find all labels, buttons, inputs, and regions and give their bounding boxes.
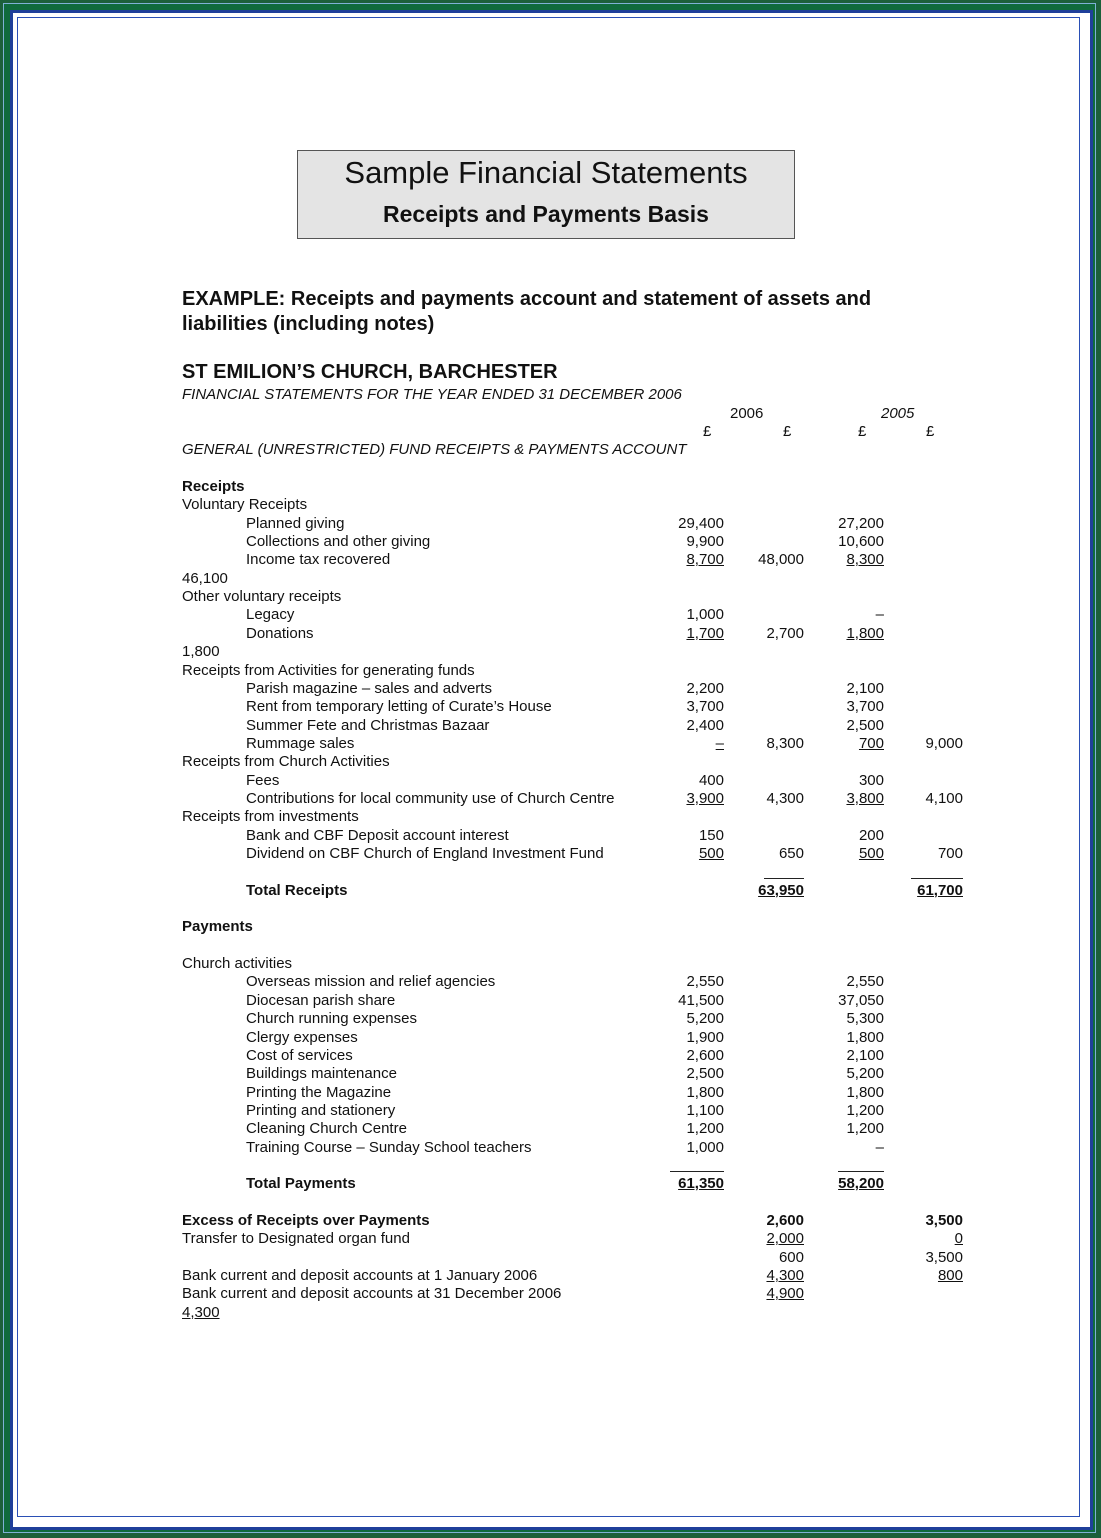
table-row [0,1010,1101,1028]
table-row [0,1139,1101,1157]
row-value-c4: 61,700 [917,881,963,899]
table-row [0,1029,1101,1047]
row-value-c4: 0 [954,1230,963,1248]
row-label: Excess of Receipts over Payments [182,1212,430,1229]
row-value-c3: 37,050 [838,991,884,1009]
row-value-c1: – [715,734,724,752]
table-row [0,1285,1101,1303]
row-label: Donations [246,624,314,642]
table-row [0,1249,1101,1267]
row-value-c1: 1,200 [686,1120,724,1138]
row-label: Payments [182,918,253,936]
row-value-c2: 48,000 [758,551,804,569]
table-row [0,882,1101,900]
row-label: Bank current and deposit accounts at 1 January 2006 [182,1267,538,1285]
row-value-c3: 1,200 [846,1101,884,1119]
row-value-c4: 3,500 [925,1248,963,1266]
row-value-c2: 600 [778,1248,804,1266]
banner-title: Sample Financial Statements [344,155,748,190]
table-row [0,1194,1101,1212]
row-value-c2: 4,900 [766,1285,804,1303]
row-value-c1: 3,900 [686,789,724,807]
table-row [0,606,1101,624]
row-value-c3: 200 [858,826,884,844]
row-value-c3: 58,200 [838,1175,884,1193]
row-label: Rummage sales [246,734,355,752]
row-value-c3: 2,100 [846,1046,884,1064]
row-label: 46,100 [182,569,228,587]
row-value-c1: 1,700 [686,624,724,642]
row-label: Planned giving [246,514,345,532]
row-value-c1: 1,800 [686,1083,724,1101]
row-value-c3: 2,550 [846,973,884,991]
title-banner [297,150,795,239]
table-row [0,973,1101,991]
row-label: Collections and other giving [246,533,431,551]
row-label: Parish magazine – sales and adverts [246,679,492,697]
row-value-c3: 27,200 [838,514,884,532]
row-label: Legacy [246,606,295,624]
row-value-c3: – [875,1138,884,1156]
row-value-c2: 4,300 [766,1267,804,1285]
row-label: Printing and stationery [246,1101,396,1119]
row-label: Receipts from Church Activities [182,753,390,771]
table-row [0,1175,1101,1193]
row-value-c3: 10,600 [838,533,884,551]
row-value-c3: 8,300 [846,551,884,569]
row-label: Cleaning Church Centre [246,1120,407,1138]
table-row [0,827,1101,845]
row-value-c1: 29,400 [678,514,724,532]
row-label: Transfer to Designated organ fund [182,1230,410,1248]
row-value-c2: 63,950 [758,881,804,899]
total-receipts-rule-2006 [764,878,804,879]
row-label: 1,800 [182,643,220,661]
row-label: Buildings maintenance [246,1065,397,1083]
table-row [0,570,1101,588]
row-value-c3: 500 [858,845,884,862]
table-row [0,643,1101,661]
total-receipts-rule-2005 [911,878,963,879]
table-row [0,717,1101,735]
row-value-c1: 1,900 [686,1028,724,1046]
row-value-c2: 2,600 [766,1212,804,1229]
row-label: Receipts from Activities for generating funds [182,661,475,679]
table-row [0,1047,1101,1065]
total-payments-rule-2006 [670,1171,724,1172]
row-value-c3: 300 [858,771,884,789]
table-row [0,515,1101,533]
row-value-c1: 1,100 [686,1101,724,1119]
row-value-c1: 9,900 [686,533,724,551]
row-value-c3: 5,200 [846,1065,884,1083]
total-payments-rule-2005 [838,1171,884,1172]
year-2006: 2006 [730,405,764,422]
row-value-c3: 3,700 [846,698,884,716]
row-label: Clergy expenses [246,1028,358,1046]
row-label: Contributions for local community use of Church Centre [246,789,615,807]
row-label: Fees [246,771,280,789]
table-row [0,1102,1101,1120]
row-label: Voluntary Receipts [182,496,308,514]
row-value-c3: 3,800 [846,789,884,807]
table-row [0,698,1101,716]
row-value-c3: 1,200 [846,1120,884,1138]
row-value-c2: 2,700 [766,624,804,642]
row-value-c1: 500 [698,845,724,862]
row-value-c3: 2,500 [846,716,884,734]
table-row [0,1304,1101,1322]
church-name: ST EMILION’S CHURCH, BARCHESTER [182,361,558,383]
row-label: Total Payments [246,1175,356,1193]
row-label: Church activities [182,955,293,973]
row-value-c4: 4,100 [925,789,963,807]
row-value-c1: 400 [698,771,724,789]
currency-col3: £ [858,423,867,440]
row-value-c1: 5,200 [686,1010,724,1028]
row-value-c3: 2,100 [846,679,884,697]
table-row [0,772,1101,790]
row-value-c4: 9,000 [925,734,963,752]
row-label: Receipts from investments [182,808,359,826]
row-label: Total Receipts [246,881,348,899]
table-row [0,680,1101,698]
row-value-c1: 8,700 [686,551,724,569]
table-row [0,1120,1101,1138]
table-row [0,955,1101,973]
table-row [0,790,1101,808]
row-value-c1: 2,500 [686,1065,724,1083]
row-value-c1: 2,200 [686,679,724,697]
table-row [0,533,1101,551]
table-row [0,1157,1101,1175]
row-value-c2: 8,300 [766,734,804,752]
row-label: 4,300 [182,1303,220,1321]
table-row [0,845,1101,863]
row-value-c4: 700 [937,845,963,862]
table-row [0,1084,1101,1102]
statement-title: FINANCIAL STATEMENTS FOR THE YEAR ENDED 31 DECEMBER 2006 [182,386,682,403]
table-row [0,1065,1101,1083]
row-value-c3: 5,300 [846,1010,884,1028]
row-label: Income tax recovered [246,551,391,569]
row-label: Other voluntary receipts [182,588,342,606]
row-label: Overseas mission and relief agencies [246,973,496,991]
row-label: Cost of services [246,1046,353,1064]
row-label: Dividend on CBF Church of England Investment Fund [246,845,604,862]
table-row [0,551,1101,569]
row-value-c1: 1,000 [686,1138,724,1156]
banner-subtitle: Receipts and Payments Basis [383,201,709,227]
account-title: GENERAL (UNRESTRICTED) FUND RECEIPTS & PAYMENTS ACCOUNT [182,441,687,458]
row-label: Receipts [182,478,245,495]
row-value-c2: 4,300 [766,789,804,807]
table-row [0,992,1101,1010]
row-label: Printing the Magazine [246,1083,392,1101]
table-row [0,918,1101,936]
table-row [0,937,1101,955]
row-value-c2: 2,000 [766,1230,804,1248]
row-value-c1: 2,600 [686,1046,724,1064]
row-value-c1: 61,350 [678,1175,724,1193]
table-row [0,735,1101,753]
currency-col1: £ [703,423,712,440]
row-value-c4: 3,500 [925,1212,963,1229]
row-label: Church running expenses [246,1010,417,1028]
row-value-c1: 150 [698,826,724,844]
table-row [0,1230,1101,1248]
table-row [0,496,1101,514]
row-value-c1: 3,700 [686,698,724,716]
row-value-c1: 2,400 [686,716,724,734]
row-value-c2: 650 [778,845,804,862]
currency-col2: £ [783,423,792,440]
row-label: Training Course – Sunday School teachers [246,1138,532,1156]
table-row [0,808,1101,826]
row-value-c1: 41,500 [678,991,724,1009]
row-value-c3: 1,800 [846,1083,884,1101]
table-row [0,625,1101,643]
example-heading: EXAMPLE: Receipts and payments account and statement of assets and liabilities (including notes) [182,288,872,335]
table-row [0,753,1101,771]
table-row [0,1267,1101,1285]
row-value-c3: 1,800 [846,1028,884,1046]
table-row [0,588,1101,606]
table-row [0,900,1101,918]
row-label: Rent from temporary letting of Curate’s House [246,698,552,716]
row-label: Bank current and deposit accounts at 31 December 2006 [182,1285,562,1303]
row-value-c3: 700 [858,734,884,752]
year-2005: 2005 [881,405,915,422]
row-value-c1: 2,550 [686,973,724,991]
table-row [0,1212,1101,1230]
currency-col4: £ [926,423,935,440]
table-row [0,478,1101,496]
row-label: Diocesan parish share [246,991,396,1009]
row-value-c4: 800 [937,1267,963,1285]
row-value-c3: – [875,606,884,624]
row-label: Summer Fete and Christmas Bazaar [246,716,490,734]
row-label: Bank and CBF Deposit account interest [246,826,509,844]
row-value-c1: 1,000 [686,606,724,624]
table-row [0,662,1101,680]
row-value-c3: 1,800 [846,624,884,642]
